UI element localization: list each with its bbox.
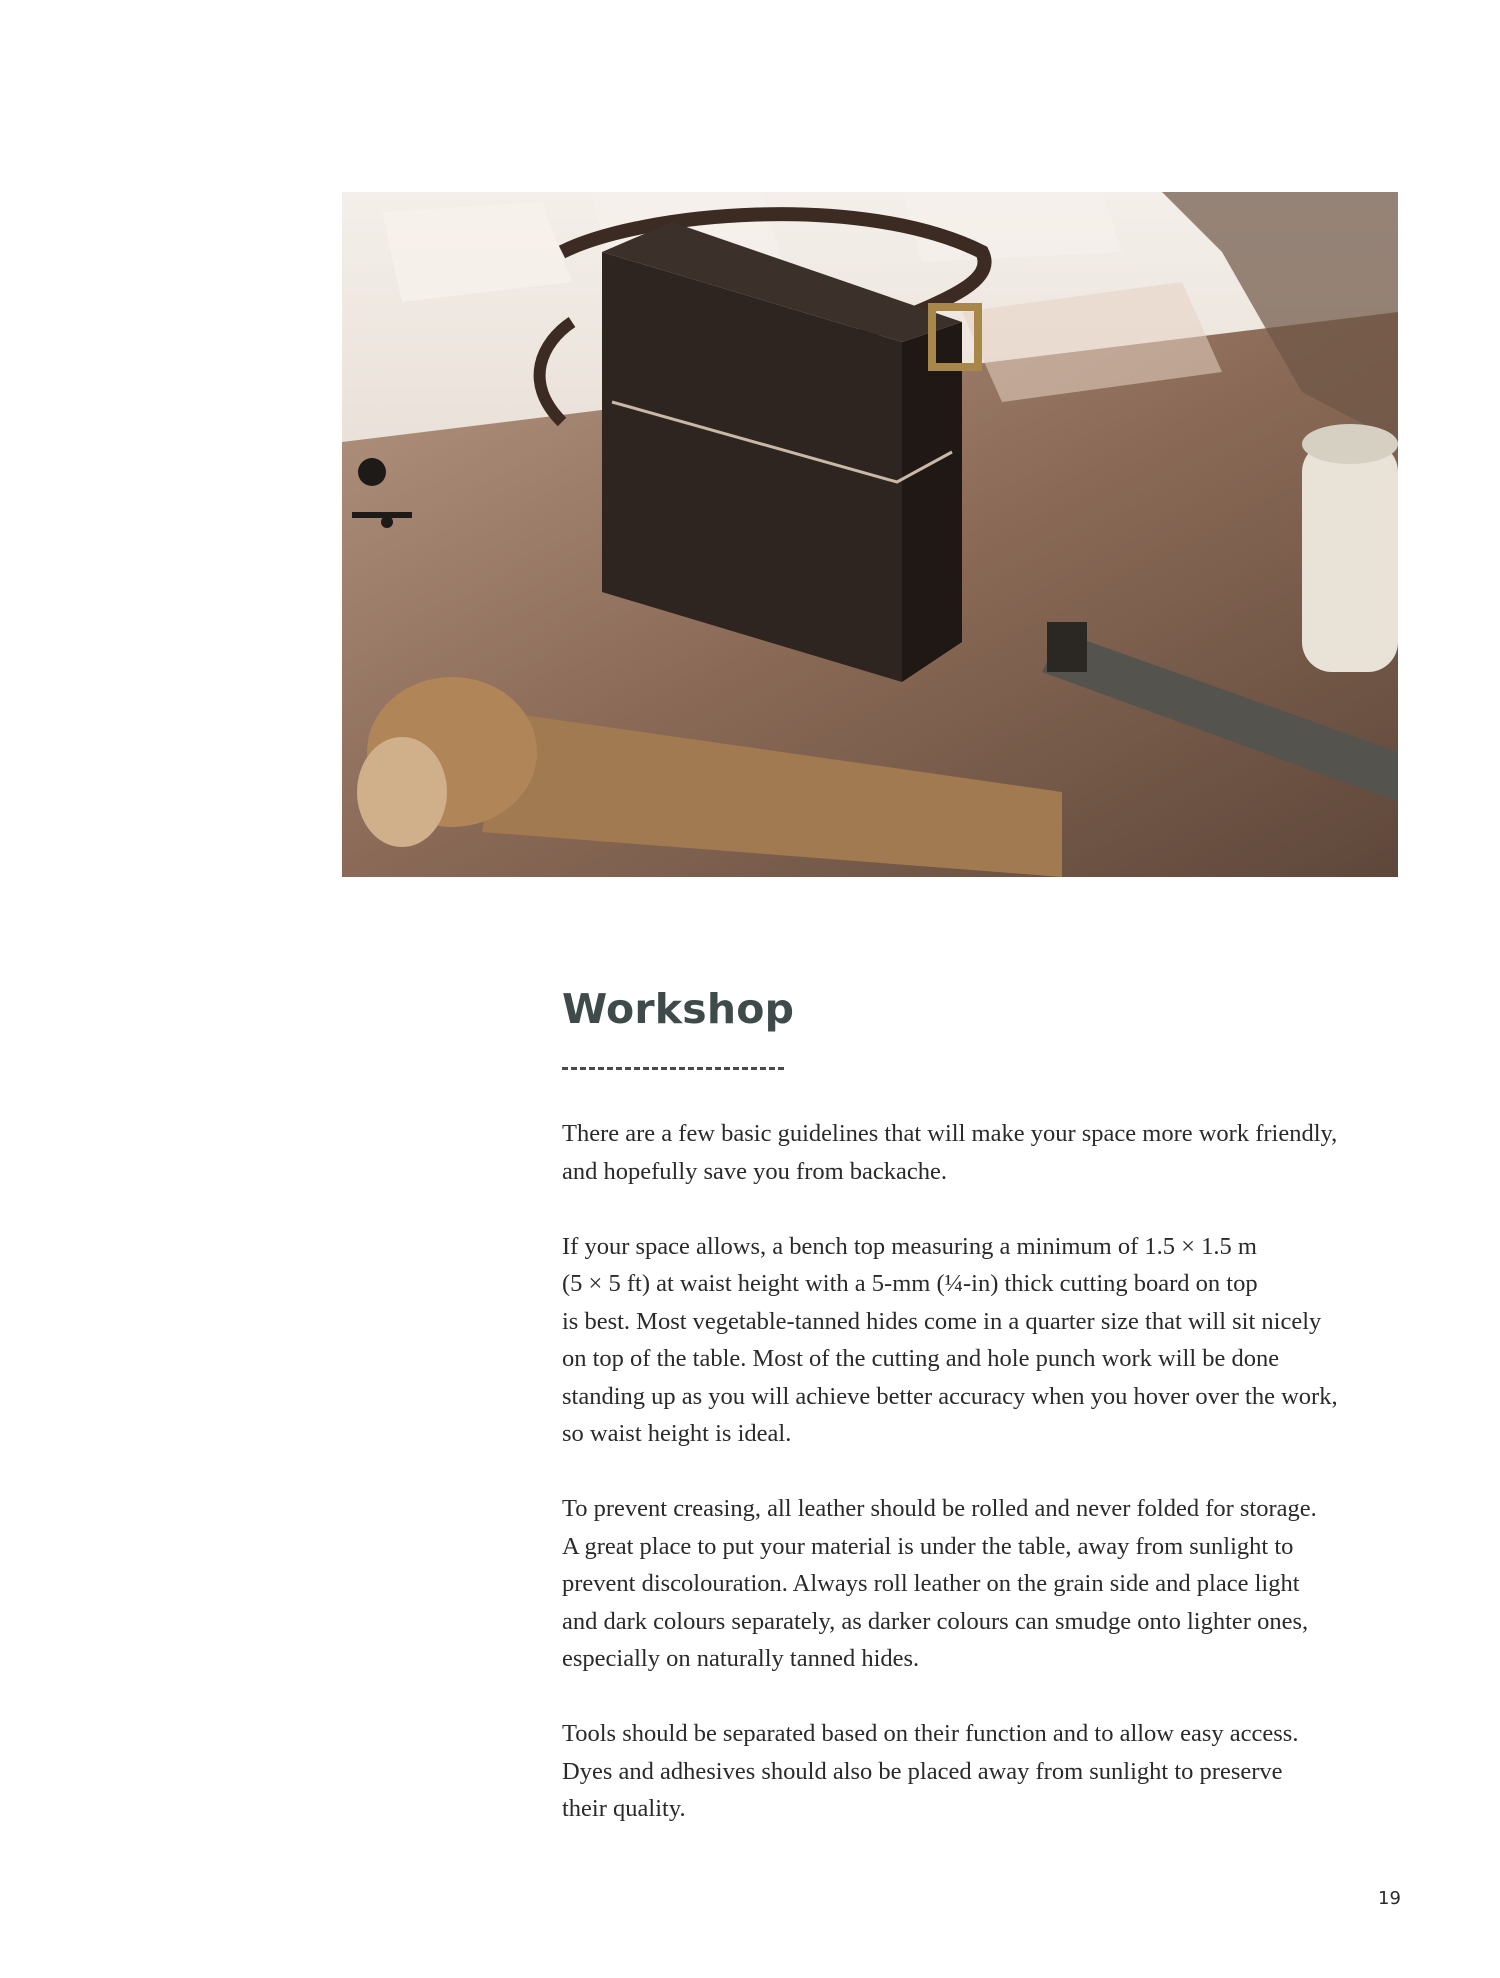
leather-bag-illustration [342,192,1398,877]
paragraph: Tools should be separated based on their function and to allow easy access. Dyes and adhesives should also be placed away from sunlight to preserve their quality. [562,1720,1299,1822]
heading-dashed-rule [562,1067,784,1070]
paragraph: To prevent creasing, all leather should be rolled and never folded for storage. A great place to put your material is under the table, away from sunlight to prevent discolouration. Always roll leather on the grain side and place light and dark colours separately, as darker colours can smudge onto lighter ones, especially on naturally tanned hides. [562,1495,1317,1672]
page-number: 19 [1378,1888,1401,1909]
paragraph: There are a few basic guidelines that will make your space more work friendly, and hopefully save you from backache. [562,1120,1338,1185]
paragraph: If your space allows, a bench top measuring a minimum of 1.5 × 1.5 m (5 × 5 ft) at waist height with a 5-mm (¼-in) thick cutting board on top is best. Most vegetable-tanned hides come in a quarter size that will sit nicely on top of the table. Most of the cutting and hole punch work will be done standing up as you will achieve better accuracy when you hover over the work, so waist height is ideal. [562,1232,1338,1447]
section-heading: Workshop [562,985,795,1033]
body-text [562,1115,1412,1865]
workshop-photo [342,192,1398,877]
